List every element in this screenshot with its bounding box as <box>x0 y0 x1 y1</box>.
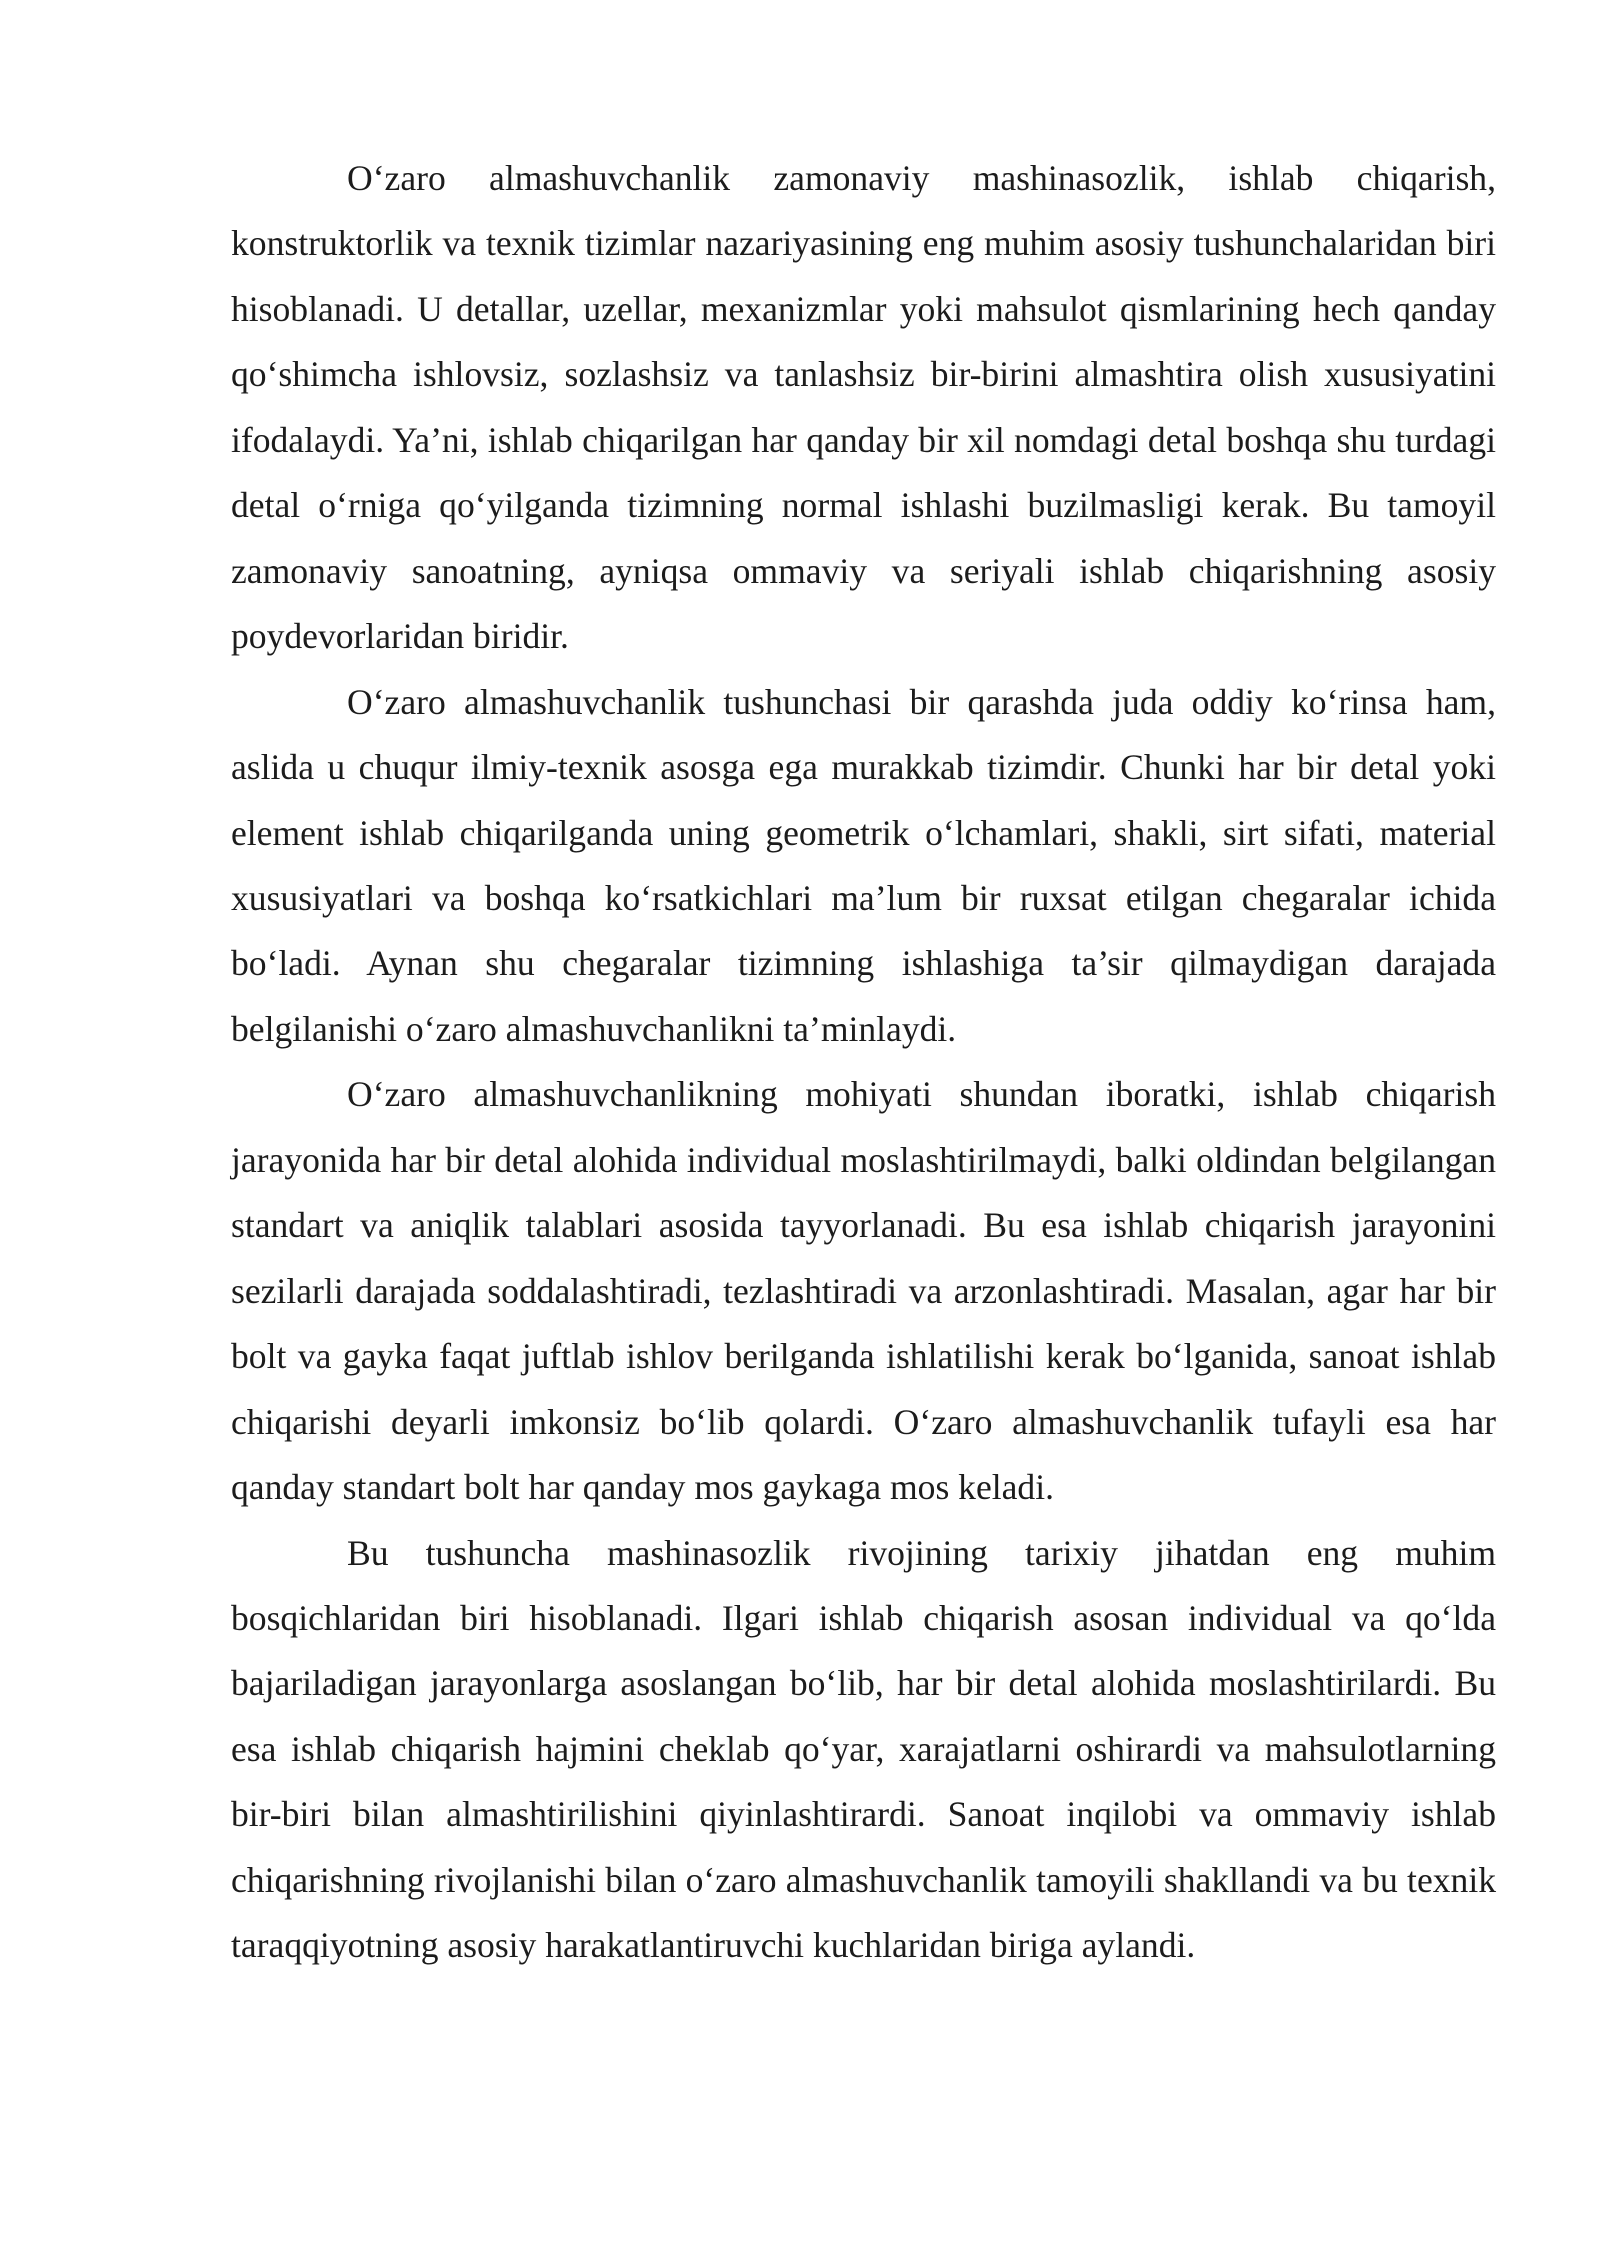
paragraph: O‘zaro almashuvchanlikning mohiyati shundan iboratki, ishlab chiqarish jarayonida har bir detal alohida individual moslashtirilmaydi, balki oldindan belgilangan standart va aniqlik talablari asosida tayyorlanadi. Bu esa ishlab chiqarish jarayonini sezilarli darajada soddalashtiradi, tezlashtiradi va arzonlashtiradi. Masalan, agar har bir bolt va gayka faqat juftlab ishlov berilganda ishlatilishi kerak bo‘lganida, sanoat ishlab chiqarishi deyarli imkonsiz bo‘lib qolardi. O‘zaro almashuvchanlik tufayli esa har qanday standart bolt har qanday mos gaykaga mos keladi. <box>231 1074 1496 1508</box>
paragraph: O‘zaro almashuvchanlik tushunchasi bir qarashda juda oddiy ko‘rinsa ham, aslida u chuqur ilmiy-texnik asosga ega murakkab tizimdir. Chunki har bir detal yoki element ishlab chiqarilganda uning geometrik o‘lchamlari, shakli, sirt sifati, material xususiyatlari va boshqa ko‘rsatkichlari ma’lum bir ruxsat etilgan chegaralar ichida bo‘ladi. Aynan shu chegaralar tizimning ishlashiga ta’sir qilmaydigan darajada belgilanishi o‘zaro almashuvchanlikni ta’minlaydi. <box>231 681 1496 1049</box>
document-body <box>231 146 1496 1979</box>
paragraph: Bu tushuncha mashinasozlik rivojining tarixiy jihatdan eng muhim bosqichlaridan biri hisoblanadi. Ilgari ishlab chiqarish asosan individual va qo‘lda bajariladigan jarayonlarga asoslangan bo‘lib, har bir detal alohida moslashtirilardi. Bu esa ishlab chiqarish hajmini cheklab qo‘yar, xarajatlarni oshirardi va mahsulotlarning bir-biri bilan almashtirilishini qiyinlashtirardi. Sanoat inqilobi va ommaviy ishlab chiqarishning rivojlanishi bilan o‘zaro almashuvchanlik tamoyili shakllandi va bu texnik taraqqiyotning asosiy harakatlantiruvchi kuchlaridan biriga aylandi. <box>231 1532 1496 1966</box>
paragraph: O‘zaro almashuvchanlik zamonaviy mashinasozlik, ishlab chiqarish, konstruktorlik va texnik tizimlar nazariyasining eng muhim asosiy tushunchalaridan biri hisoblanadi. U detallar, uzellar, mexanizmlar yoki mahsulot qismlarining hech qanday qo‘shimcha ishlovsiz, sozlashsiz va tanlashsiz bir-birini almashtira olish xususiyatini ifodalaydi. Ya’ni, ishlab chiqarilgan har qanday bir xil nomdagi detal boshqa shu turdagi detal o‘rniga qo‘yilganda tizimning normal ishlashi buzilmasligi kerak. Bu tamoyil zamonaviy sanoatning, ayniqsa ommaviy va seriyali ishlab chiqarishning asosiy poydevorlaridan biridir. <box>231 158 1496 657</box>
